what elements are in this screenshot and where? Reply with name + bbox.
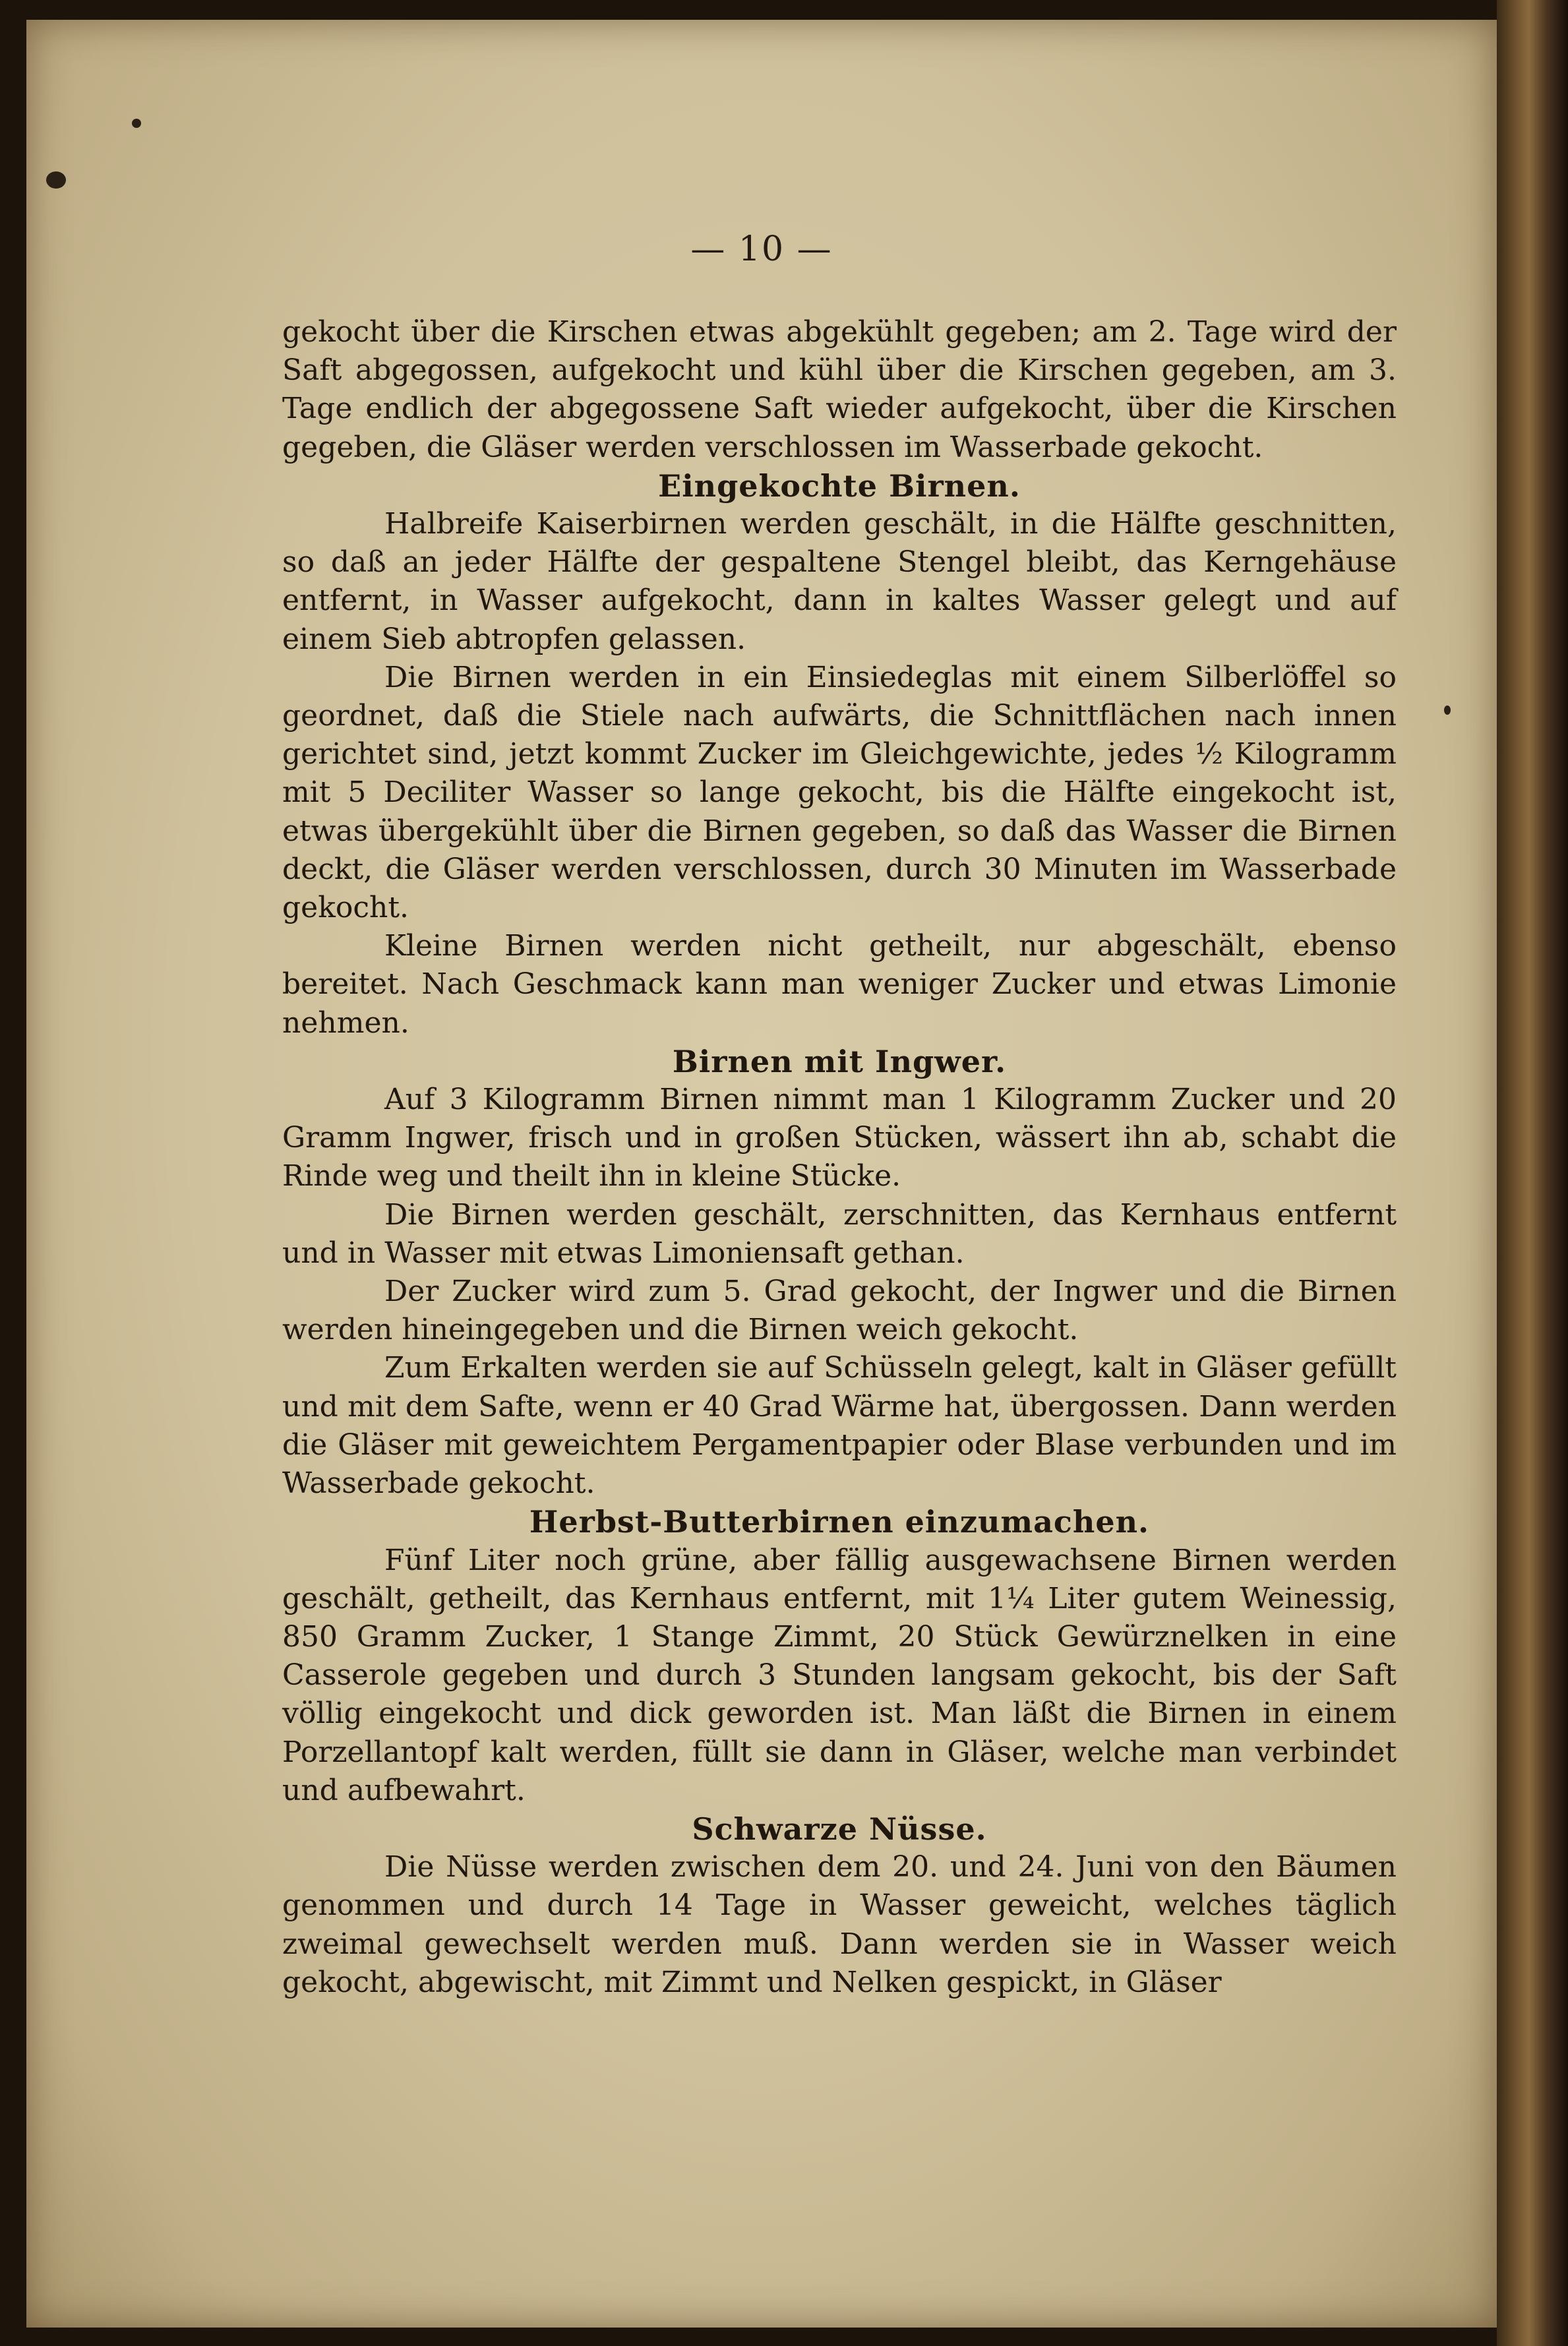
- book-page: [26, 20, 1497, 2328]
- paragraph: Kleine Birnen werden nicht getheilt, nur abgeschält, ebenso bereitet. Nach Geschmack kann man weniger Zucker und etwas Limonie nehmen.: [282, 929, 1397, 1040]
- book-spine-edge: [1497, 0, 1568, 2346]
- paragraph: Der Zucker wird zum 5. Grad gekocht, der Ingwer und die Birnen werden hineingegeben und die Birnen weich gekocht.: [282, 1275, 1397, 1347]
- ink-stain: [132, 119, 141, 128]
- section-title: Herbst-Butterbirnen einzumachen.: [529, 1504, 1150, 1540]
- continuation-paragraph: gekocht über die Kirschen etwas abgekühlt gegeben; am 2. Tage wird der Saft abgegossen, aufgekocht und kühl über die Kirschen gegeben, am 3. Tage endlich der abgegossene Saft wieder aufgekocht, über die Kirschen gegeben, die Gläser werden verschlossen im Wasserbade gekocht.: [282, 315, 1397, 464]
- ink-stain: [46, 171, 66, 189]
- paragraph: Die Nüsse werden zwischen dem 20. und 24. Juni von den Bäumen genommen und durch 14 Tage in Wasser geweicht, welches täglich zweimal gewechselt werden muß. Dann werden sie in Wasser weich gekocht, abgewischt, mit Zimmt und Nelken gespickt, in Gläser: [282, 1850, 1397, 1999]
- paragraph: Zum Erkalten werden sie auf Schüsseln gelegt, kalt in Gläser gefüllt und mit dem Safte, wenn er 40 Grad Wärme hat, übergossen. Dann werden die Gläser mit geweichtem Pergamentpapier oder Blase verbunden und im Wasserbade gekocht.: [282, 1351, 1397, 1501]
- paragraph: Die Birnen werden geschält, zerschnitten, das Kernhaus entfernt und in Wasser mit etwas Limoniensaft gethan.: [282, 1197, 1397, 1270]
- paragraph: Halbreife Kaiserbirnen werden geschält, in die Hälfte geschnitten, so daß an jeder Hälfte der gespaltene Stengel bleibt, das Kerngehäuse entfernt, in Wasser aufgekocht, dann in kaltes Wasser gelegt und auf einem Sieb abtropfen gelassen.: [282, 507, 1397, 656]
- paragraph: Die Birnen werden in ein Einsiedeglas mit einem Silberlöffel so geordnet, daß die Stiele nach aufwärts, die Schnittflächen nach innen gerichtet sind, jetzt kommt Zucker im Gleichgewichte, jedes ½ Kilogramm mit 5 Deciliter Wasser so lange gekocht, bis die Hälfte eingekocht ist, etwas übergekühlt über die Birnen gegeben, so daß das Wasser die Birnen deckt, die Gläser werden verschlossen, durch 30 Minuten im Wasserbade gekocht.: [282, 660, 1397, 925]
- paragraph: Fünf Liter noch grüne, aber fällig ausgewachsene Birnen werden geschält, getheilt, das Kernhaus entfernt, mit 1¼ Liter gutem Weinessig, 850 Gramm Zucker, 1 Stange Zimmt, 20 Stück Gewürznelken in eine Casserole gegeben und durch 3 Stunden langsam gekocht, bis der Saft völlig eingekocht und dick geworden ist. Man läßt die Birnen in einem Porzellantopf kalt werden, füllt sie dann in Gläser, welche man verbindet und aufbewahrt.: [282, 1543, 1397, 1807]
- section-title: Birnen mit Ingwer.: [672, 1043, 1007, 1079]
- paragraph: Auf 3 Kilogramm Birnen nimmt man 1 Kilogramm Zucker und 20 Gramm Ingwer, frisch und in großen Stücken, wässert ihn ab, schabt die Rinde weg und theilt ihn in kleine Stücke.: [282, 1083, 1397, 1193]
- page-number: — 10 —: [690, 229, 833, 269]
- page-body: [282, 313, 1397, 2002]
- section-title: Schwarze Nüsse.: [692, 1811, 987, 1847]
- ink-stain: [1444, 706, 1451, 715]
- section-title: Eingekochte Birnen.: [658, 467, 1021, 504]
